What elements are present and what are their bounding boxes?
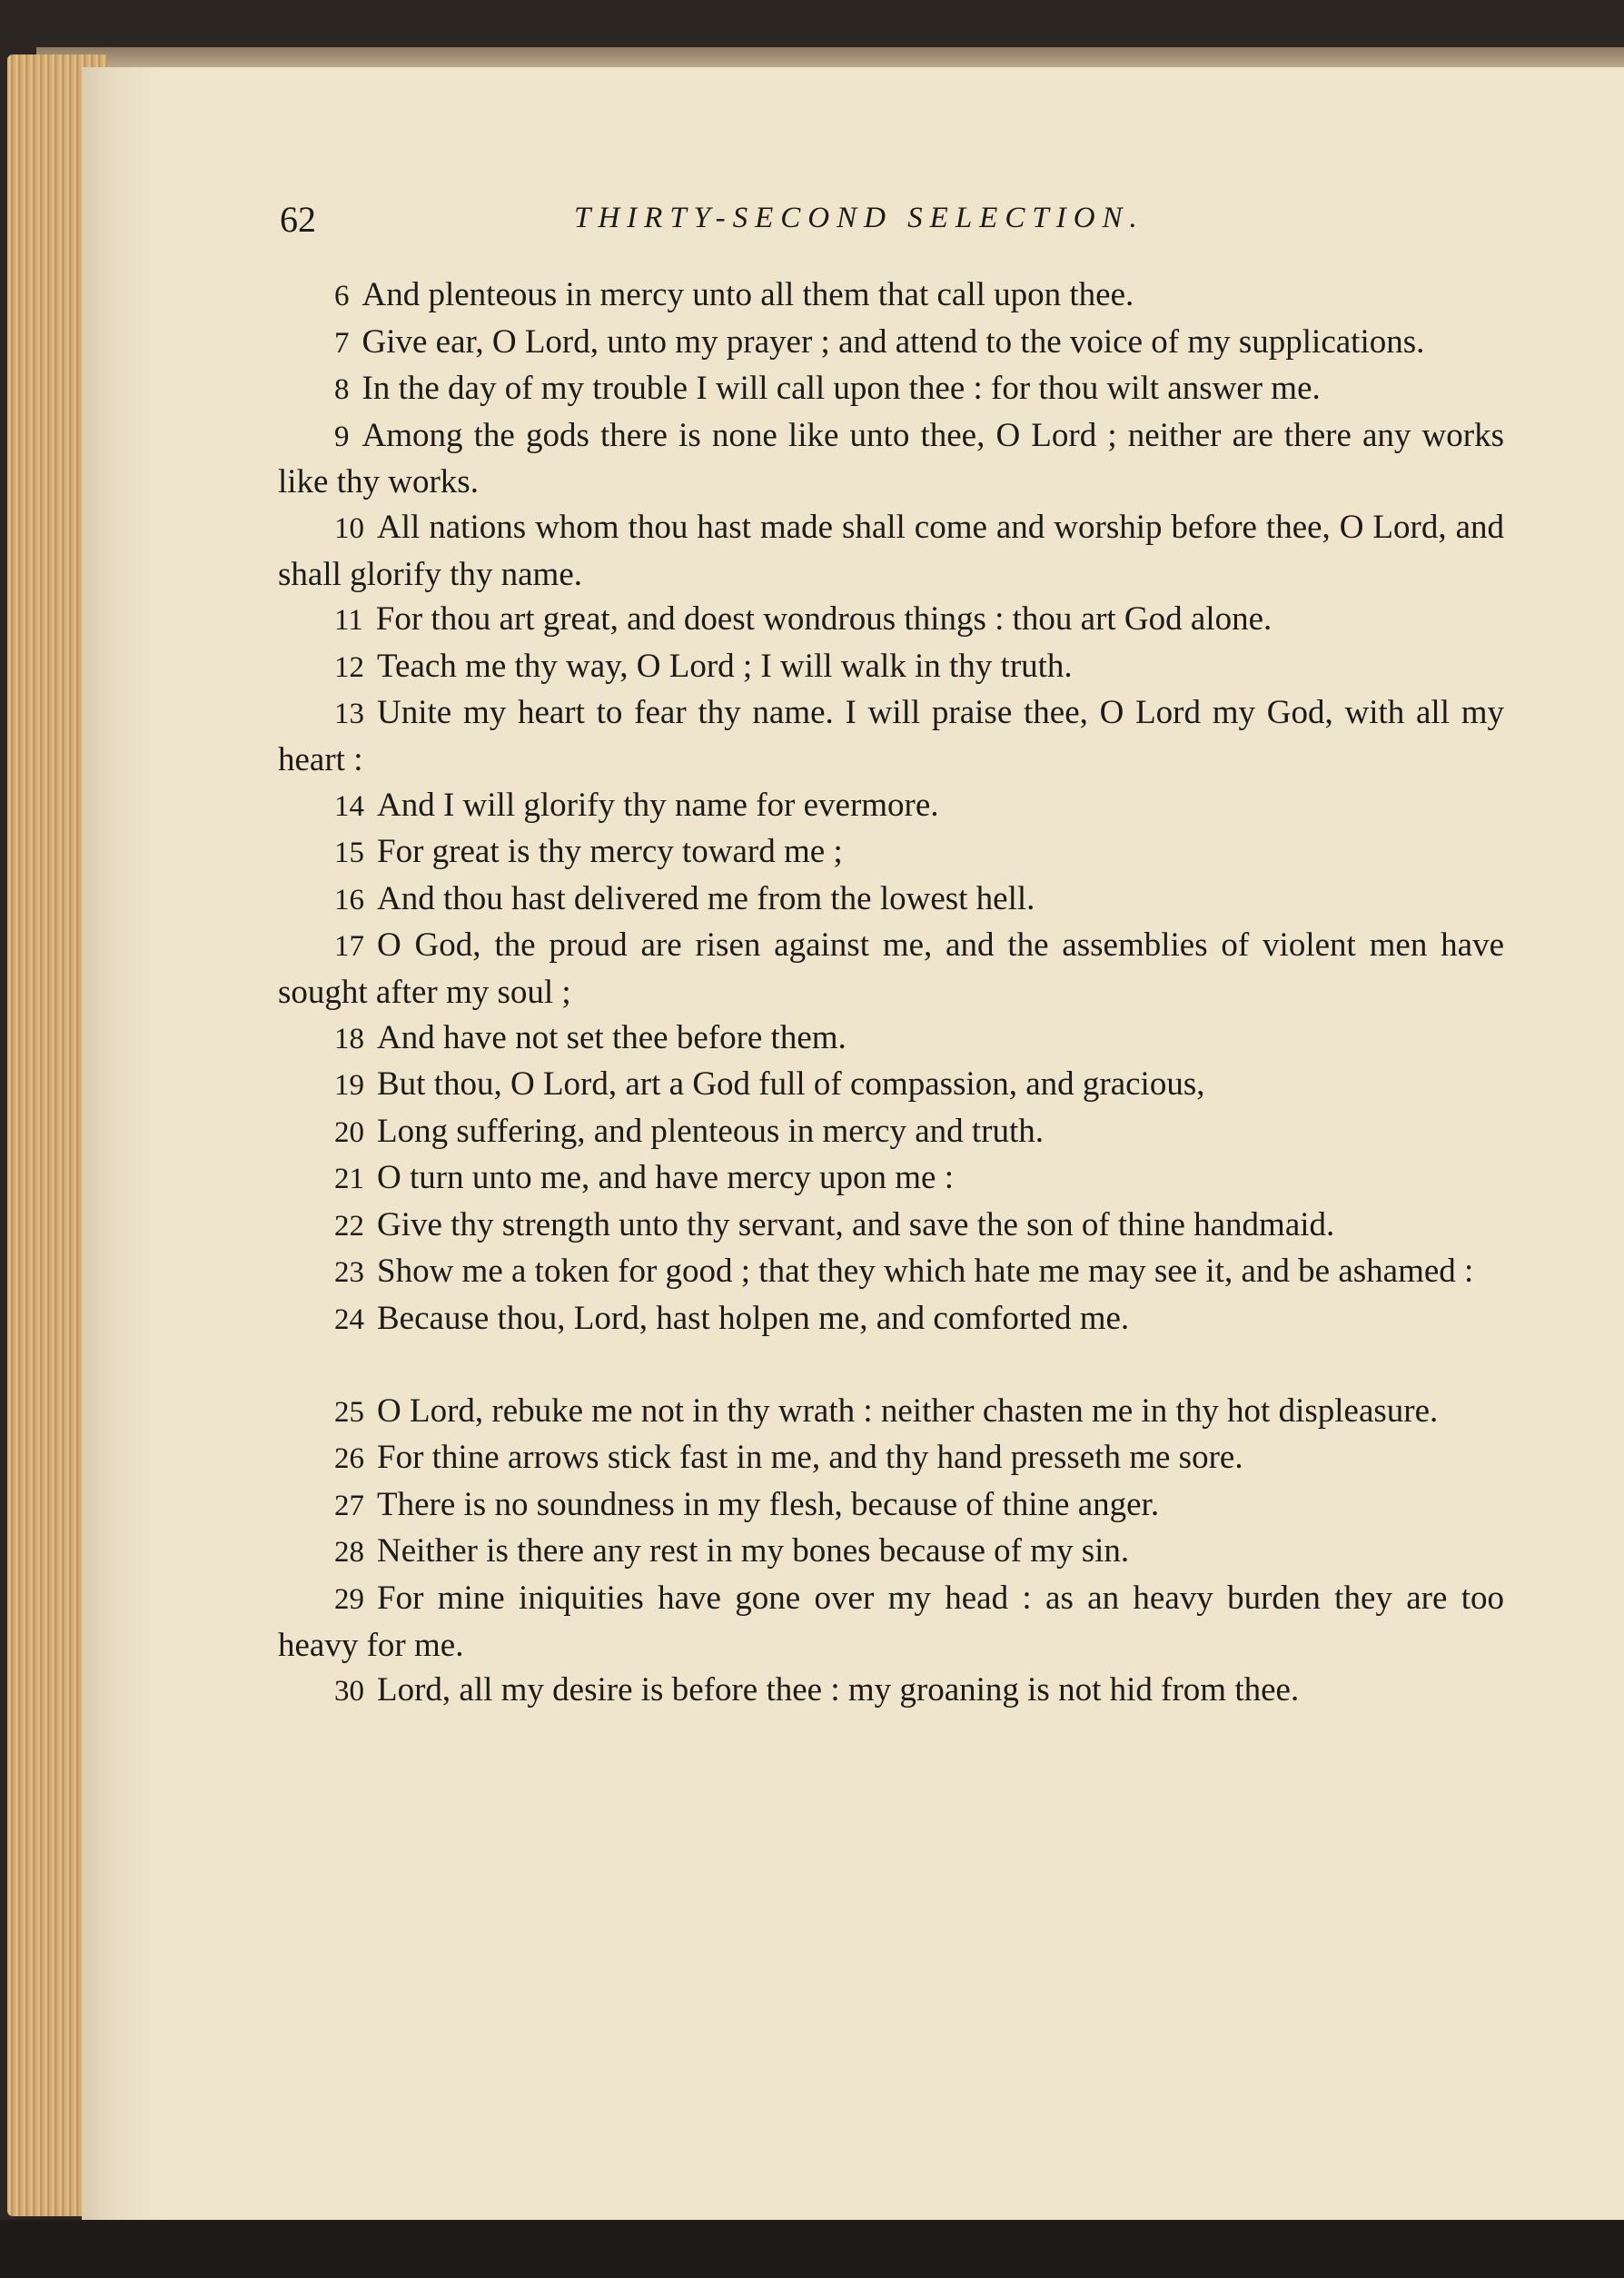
page-number: 62 <box>280 199 316 240</box>
verse-text: Lord, all my desire is before thee : my groaning is not hid from thee. <box>377 1671 1300 1709</box>
verse-text: Give thy strength unto thy servant, and save the son of thine handmaid. <box>377 1205 1335 1243</box>
verse-text: And I will glorify thy name for evermore. <box>377 786 939 824</box>
verse-text: Unite my heart to fear thy name. I will praise thee, O Lord my God, with all my heart : <box>278 694 1504 778</box>
verse-number: 9 <box>334 420 350 453</box>
verse-text-block <box>278 272 1504 1715</box>
verse-text: Because thou, Lord, hast holpen me, and comforted me. <box>377 1300 1130 1338</box>
verse-text: Show me a token for good ; that they which hate me may see it, and be ashamed : <box>377 1253 1474 1291</box>
verse-number: 18 <box>334 1022 364 1055</box>
verse <box>278 783 1504 830</box>
verse-text: Among the gods there is none like unto thee, O Lord ; neither are there any works like thy works. <box>278 416 1504 501</box>
verse-number: 30 <box>334 1675 364 1708</box>
verse-text: In the day of my trouble I will call upon thee : for thou wilt answer me. <box>361 370 1321 408</box>
verse-text: For thine arrows stick fast in me, and thy hand presseth me sore. <box>377 1439 1243 1477</box>
verse <box>278 1529 1504 1576</box>
verse-text: Give ear, O Lord, unto my prayer ; and attend to the voice of my supplications. <box>361 322 1425 361</box>
verse <box>278 1015 1504 1063</box>
verse <box>278 1296 1504 1343</box>
verse-number: 23 <box>334 1256 364 1290</box>
verse <box>278 1482 1504 1530</box>
verse-number: 27 <box>334 1489 364 1522</box>
verse-text: For great is thy mercy toward me ; <box>377 833 843 871</box>
verse <box>278 505 1504 597</box>
verse-number: 22 <box>334 1209 364 1243</box>
verse-text: But thou, O Lord, art a God full of compassion, and gracious, <box>377 1065 1205 1104</box>
verse <box>278 1668 1504 1715</box>
verse-text: O Lord, rebuke me not in thy wrath : neither chasten me in thy hot displeasure. <box>377 1392 1439 1430</box>
verse-text: Long suffering, and plenteous in mercy and truth. <box>377 1112 1045 1150</box>
verse <box>278 1109 1504 1156</box>
verse-number: 14 <box>334 789 364 823</box>
verse-number: 25 <box>334 1395 364 1429</box>
verse-text: Neither is there any rest in my bones because of my sin. <box>377 1532 1130 1570</box>
verse <box>278 829 1504 877</box>
verse <box>278 272 1504 320</box>
verse <box>278 597 1504 644</box>
verse-text: For mine iniquities have gone over my head : as an heavy burden they are too heavy for me. <box>278 1580 1504 1664</box>
verse <box>278 320 1504 367</box>
verse <box>278 413 1504 505</box>
verse <box>278 1203 1504 1250</box>
verse-number: 19 <box>334 1069 364 1103</box>
verse <box>278 1576 1504 1668</box>
verse-number: 28 <box>334 1536 364 1570</box>
verse <box>278 1389 1504 1436</box>
verse-number: 26 <box>334 1442 364 1476</box>
verse-number: 7 <box>334 326 350 360</box>
running-title: THIRTY-SECOND SELECTION. <box>574 202 1144 234</box>
book-bottom-edge <box>0 2220 1624 2278</box>
verse <box>278 1155 1504 1203</box>
verse-text: And have not set thee before them. <box>377 1018 847 1056</box>
verse-number: 24 <box>334 1303 364 1337</box>
verse <box>278 690 1504 782</box>
verse-text: Teach me thy way, O Lord ; I will walk in thy truth. <box>377 647 1073 685</box>
verse <box>278 366 1504 413</box>
verse <box>278 644 1504 691</box>
verse-number: 15 <box>334 837 364 870</box>
verse-number: 8 <box>334 373 350 407</box>
verse-number: 12 <box>334 650 364 684</box>
verse-text: There is no soundness in my flesh, because of thine anger. <box>377 1485 1160 1523</box>
verse <box>278 1249 1504 1296</box>
verse <box>278 1435 1504 1482</box>
verse-number: 17 <box>334 930 364 964</box>
verse-number: 6 <box>334 280 350 312</box>
verse-text: And plenteous in mercy unto all them that call upon thee. <box>361 276 1134 313</box>
page-header <box>0 198 1624 243</box>
verse <box>278 877 1504 924</box>
verse-text: O God, the proud are risen against me, and the assemblies of violent men have sought after my soul ; <box>278 926 1504 1011</box>
verse <box>278 1062 1504 1109</box>
verse-text: O turn unto me, and have mercy upon me : <box>377 1159 954 1197</box>
verse-number: 11 <box>334 604 363 638</box>
verse-number: 13 <box>334 698 364 731</box>
verse-text: And thou hast delivered me from the lowest hell. <box>377 879 1035 917</box>
verse-text: All nations whom thou hast made shall come and worship before thee, O Lord, and shall glorify thy name. <box>278 508 1504 593</box>
verse-number: 20 <box>334 1115 364 1149</box>
verse <box>278 923 1504 1015</box>
verse-number: 16 <box>334 883 364 916</box>
verse-number: 21 <box>334 1163 364 1196</box>
verse-number: 10 <box>334 511 364 545</box>
verse-text: For thou art great, and doest wondrous things : thou art God alone. <box>375 600 1272 639</box>
verse-number: 29 <box>334 1583 364 1617</box>
